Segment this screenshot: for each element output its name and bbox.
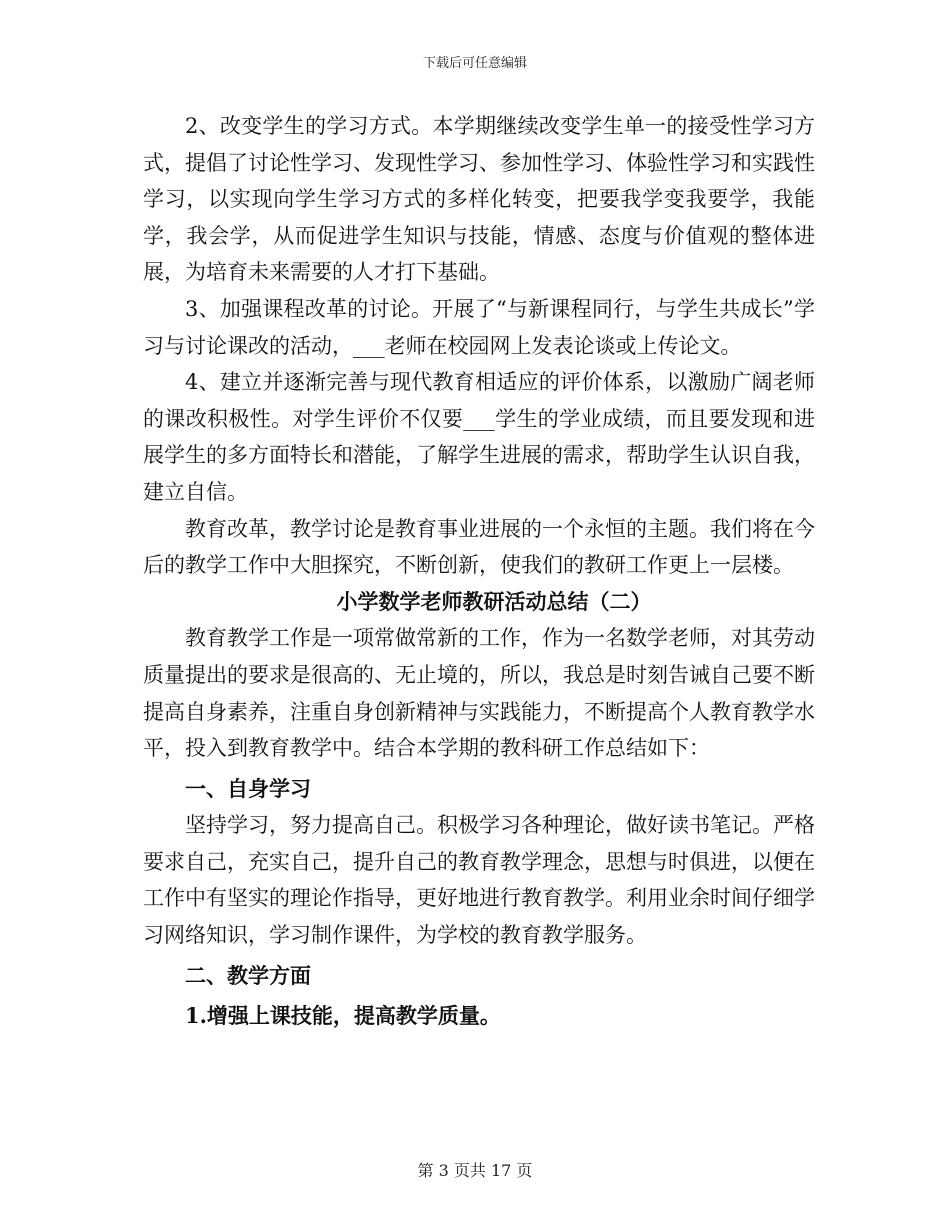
paragraph-curriculum-reform: 3、加强课程改革的讨论。开展了“与新课程同行，与学生共成长”学习与讨论课改的活动，___老师在校园网上发表论谈或上传论文。 xyxy=(143,296,815,358)
paragraph-self-study: 坚持学习，努力提高自己。积极学习各种理论，做好读书笔记。严格要求自己，充实自己，提升自己的教育教学理念，思想与时俱进，以便在工作中有坚实的理论作指导，更好地进行教育教学。利用业余时间仔细学习网络知识，学习制作课件，为学校的教育教学服务。 xyxy=(143,813,815,948)
paragraph-intro: 教育教学工作是一项常做常新的工作，作为一名数学老师，对其劳动质量提出的要求是很高的、无止境的，所以，我总是时刻告诫自己要不断提高自身素养，注重自身创新精神与实践能力，不断提高个人教育教学水平，投入到教育教学中。结合本学期的教科研工作总结如下： xyxy=(143,626,815,761)
section-title: 小学数学老师教研活动总结（二） xyxy=(336,588,652,614)
paragraph-evaluation-system: 4、建立并逐渐完善与现代教育相适应的评价体系，以激励广阔老师的课改积极性。对学生评价不仅要___学生的学业成绩，而且要发现和进展学生的多方面特长和潜能，了解学生进展的需求，帮助学生认识自我，建立自信。 xyxy=(143,370,815,504)
subheading-teaching-skills: 1.增强上课技能，提高教学质量。 xyxy=(185,1003,501,1029)
page-footer: 第 3 页共 17 页 xyxy=(417,1161,533,1180)
heading-teaching: 二、教学方面 xyxy=(185,962,311,988)
page-header: 下载后可任意编辑 xyxy=(422,56,527,71)
paragraph-education-reform: 教育改革，教学讨论是教育事业进展的一个永恒的主题。我们将在今后的教学工作中大胆探究，不断创新，使我们的教研工作更上一层楼。 xyxy=(143,516,815,578)
document-body xyxy=(143,108,815,1035)
paragraph-learning-style: 2、改变学生的学习方式。本学期继续改变学生单一的接受性学习方式，提倡了讨论性学习、发现性学习、参加性学习、体验性学习和实践性学习，以实现向学生学习方式的多样化转变，把要我学变我要学，我能学，我会学，从而促进学生知识与技能，情感、态度与价值观的整体进展，为培育未来需要的人才打下基础。 xyxy=(143,114,815,285)
heading-self-study: 一、自身学习 xyxy=(185,775,311,801)
